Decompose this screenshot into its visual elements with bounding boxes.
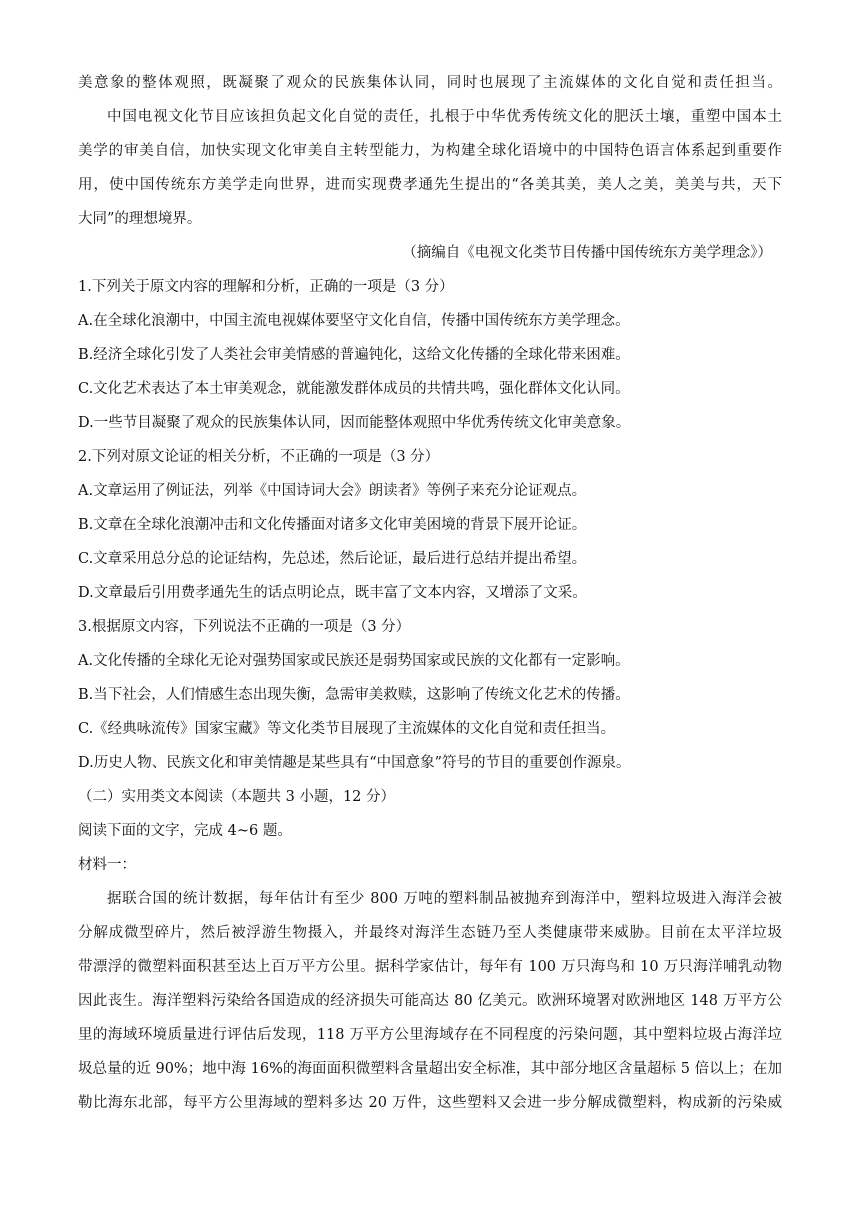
material-line: 勒比海东北部，每平方公里海域的塑料多达 20 万件，这些塑料又会进一步分解成微塑料，构成新的污染威: [78, 1095, 782, 1111]
answer-option: B.经济全球化引发了人类社会审美情感的普遍钝化，这给文化传播的全球化带来困难。: [78, 347, 630, 363]
section-instruction: 阅读下面的文字，完成 4~6 题。: [78, 823, 292, 839]
answer-option: B.当下社会，人们情感生态出现失衡，急需审美救赎，这影响了传统文化艺术的传播。: [78, 687, 630, 703]
answer-option: C.文化艺术表达了本土审美观念，就能激发群体成员的共情共鸣，强化群体文化认同。: [78, 381, 630, 397]
section-heading: （二）实用类文本阅读（本题共 3 小题，12 分）: [78, 789, 396, 805]
answer-option: C.《经典咏流传》国家宝藏》等文化类节目展现了主流媒体的文化自觉和责任担当。: [78, 721, 616, 737]
answer-option: D.历史人物、民族文化和审美情趣是某些具有“中国意象”符号的节目的重要创作源泉。: [78, 755, 631, 771]
material-line: 里的海域环境质量进行评估后发现，118 万平方公里海域存在不同程度的污染问题，其中塑料垃圾占海洋垃: [78, 1027, 782, 1043]
material-line: 圾总量的近 90%；地中海 16%的海面面积微塑料含量超出安全标准，其中部分地区含量超标 5 倍以上；在加: [78, 1061, 782, 1077]
question-stem: 1.下列关于原文内容的理解和分析，正确的一项是（3 分）: [78, 279, 454, 295]
question-stem: 3.根据原文内容，下列说法不正确的一项是（3 分）: [78, 619, 411, 635]
passage-line: 美学的审美自信，加快实现文化审美自主转型能力，为构建全球化语境中的中国特色语言体系起到重要作: [78, 143, 782, 159]
answer-option: A.文化传播的全球化无论对强势国家或民族还是弱势国家或民族的文化都有一定影响。: [78, 653, 630, 669]
passage-line: 美意象的整体观照，既凝聚了观众的民族集体认同，同时也展现了主流媒体的文化自觉和责任担当。: [78, 75, 782, 91]
source-citation: （摘编自《电视文化类节目传播中国传统东方美学理念》）: [402, 245, 772, 261]
answer-option: A.在全球化浪潮中，中国主流电视媒体要坚守文化自信，传播中国传统东方美学理念。: [78, 313, 630, 329]
passage-line: 大同”的理想境界。: [78, 211, 202, 227]
passage-line: 中国电视文化节目应该担负起文化自觉的责任，扎根于中华优秀传统文化的肥沃土壤，重塑中国本土: [107, 109, 782, 125]
question-stem: 2.下列对原文论证的相关分析，不正确的一项是（3 分）: [78, 449, 440, 465]
answer-option: D.一些节目凝聚了观众的民族集体认同，因而能整体观照中华优秀传统文化审美意象。: [78, 415, 631, 431]
material-line: 因此丧生。海洋塑料污染给各国造成的经济损失可能高达 80 亿美元。欧洲环境署对欧洲地区 148 万平方公: [78, 993, 782, 1009]
answer-option: C.文章采用总分总的论证结构，先总述，然后论证，最后进行总结并提出希望。: [78, 551, 587, 567]
material-line: 分解成微型碎片，然后被浮游生物摄入，并最终对海洋生态链乃至人类健康带来威胁。目前在太平洋垃圾: [78, 925, 782, 941]
answer-option: D.文章最后引用费孝通先生的话点明论点，既丰富了文本内容，又增添了文采。: [78, 585, 587, 601]
answer-option: A.文章运用了例证法，列举《中国诗词大会》朗读者》等例子来充分论证观点。: [78, 483, 587, 499]
material-label: 材料一：: [78, 857, 136, 873]
material-line: 据联合国的统计数据，每年估计有至少 800 万吨的塑料制品被抛弃到海洋中，塑料垃圾进入海洋会被: [107, 891, 782, 907]
passage-line: 用，使中国传统东方美学走向世界，进而实现费孝通先生提出的“各美其美，美人之美，美美与共，天下: [78, 177, 782, 193]
material-line: 带漂浮的微塑料面积甚至达上百万平方公里。据科学家估计，每年有 100 万只海鸟和 10 万只海洋哺乳动物: [78, 959, 782, 975]
answer-option: B.文章在全球化浪潮冲击和文化传播面对诸多文化审美困境的背景下展开论证。: [78, 517, 587, 533]
